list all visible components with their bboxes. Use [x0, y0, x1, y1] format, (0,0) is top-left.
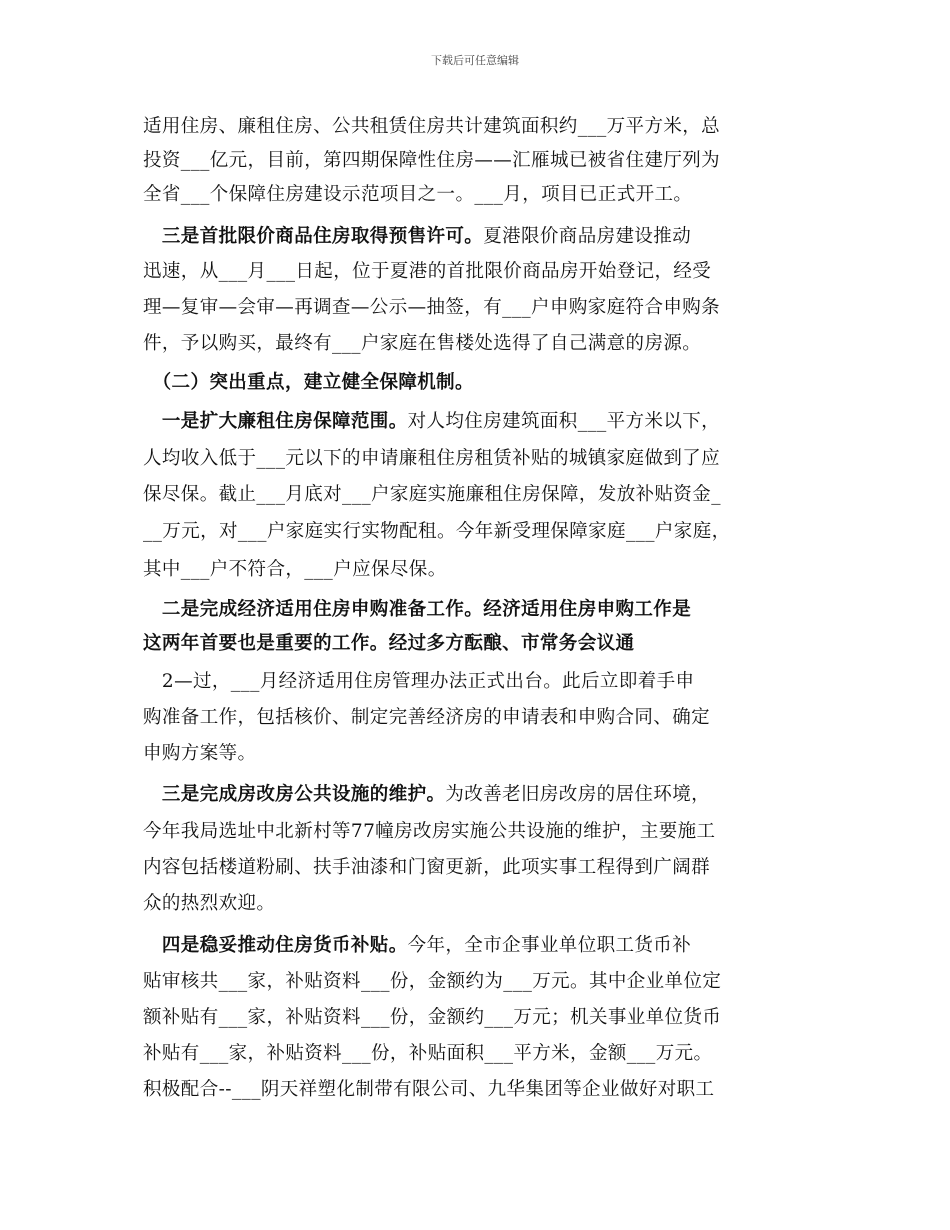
text-line [143, 970, 815, 994]
text-line [143, 670, 815, 694]
text-line [143, 742, 815, 766]
body-text: 全省___个保障住房建设示范项目之一。___月，项目已正式开工。 [143, 184, 693, 205]
text-line [143, 296, 815, 320]
bold-heading-text: 二是完成经济适用住房申购准备工作。经济适用住房申购工作是 [143, 599, 692, 620]
bold-heading-text: 一是扩大廉租住房保障范围。 [143, 411, 408, 432]
body-text: 其中___户不符合，___户应保尽保。 [143, 559, 447, 580]
body-text: 补贴有___家，补贴资料___份，补贴面积___平方米，金额___万元。 [143, 1043, 713, 1064]
bold-heading-text: 三是首批限价商品住房取得预售许可。 [143, 226, 484, 247]
text-line [143, 820, 815, 844]
body-text: 理—复审—会审—再调查—公示—抽签，有___户申购家庭符合申购条 [143, 297, 721, 318]
text-line [143, 892, 815, 916]
bold-heading-text: 三是完成房改房公共设施的维护。 [143, 784, 446, 805]
text-line [143, 447, 815, 471]
text-line [143, 1006, 815, 1030]
text-line [143, 558, 815, 582]
text-line [143, 183, 815, 207]
body-text: 为改善老旧房改房的居住环境， [445, 784, 711, 805]
body-text: 对人均住房建筑面积___平方米以下， [407, 411, 721, 432]
body-text: 人均收入低于___元以下的申请廉租住房租赁补贴的城镇家庭做到了应 [143, 448, 721, 469]
body-text: 投资___亿元，目前，第四期保障性住房——汇雁城已被省住建厅列为 [143, 150, 721, 171]
text-line [143, 371, 815, 395]
page-header: 下载后可任意编辑 [431, 54, 519, 67]
text-line [143, 225, 815, 249]
bold-heading-text: （二）突出重点，建立健全保障机制。 [143, 372, 474, 393]
text-line [143, 115, 815, 139]
bold-heading-text: 这两年首要也是重要的工作。经过多方酝酿、市常务会议通 [143, 633, 635, 654]
body-text: 额补贴有___家，补贴资料___份，金额约___万元；机关事业单位货币 [143, 1007, 722, 1028]
body-text: 积极配合--___阴天祥塑化制带有限公司、九华集团等企业做好对职工 [143, 1079, 715, 1100]
text-line [143, 332, 815, 356]
text-line [143, 783, 815, 807]
text-line [143, 1078, 815, 1102]
body-text: 2—过，___月经济适用住房管理办法正式出台。此后立即着手申 [143, 671, 695, 692]
body-text: 内容包括楼道粉刷、扶手油漆和门窗更新，此项实事工程得到广阔群 [143, 857, 711, 878]
body-text: 众的热烈欢迎。 [143, 893, 276, 914]
text-line [143, 149, 815, 173]
text-line [143, 706, 815, 730]
text-line [143, 483, 815, 507]
body-text: 件，予以购买，最终有___户家庭在售楼处选得了自己满意的房源。 [143, 333, 702, 354]
text-line [143, 856, 815, 880]
body-text: 申购方案等。 [143, 743, 257, 764]
body-text: 适用住房、廉租住房、公共租赁住房共计建筑面积约___万平方米，总 [143, 116, 721, 137]
body-text: __万元，对___户家庭实行实物配租。今年新受理保障家庭___户家庭， [143, 521, 731, 542]
text-line [143, 260, 815, 284]
text-line [143, 632, 815, 656]
text-line [143, 934, 815, 958]
body-text: 购准备工作，包括核价、制定完善经济房的申请表和申购合同、确定 [143, 707, 711, 728]
body-text: 今年，全市企事业单位职工货币补 [407, 935, 692, 956]
body-text: 夏港限价商品房建设推动 [483, 226, 692, 247]
text-line [143, 1042, 815, 1066]
text-line [143, 520, 815, 544]
body-text: 今年我局选址中北新村等77幢房改房实施公共设施的维护，主要施工 [143, 821, 716, 842]
body-text: 迅速，从___月___日起，位于夏港的首批限价商品房开始登记，经受 [143, 261, 712, 282]
body-text: 保尽保。截止___月底对___户家庭实施廉租住房保障，发放补贴资金_ [143, 484, 721, 505]
text-line [143, 598, 815, 622]
text-line [143, 410, 815, 434]
body-text: 贴审核共___家，补贴资料___份，金额约为___万元。其中企业单位定 [143, 971, 722, 992]
bold-heading-text: 四是稳妥推动住房货币补贴。 [143, 935, 408, 956]
